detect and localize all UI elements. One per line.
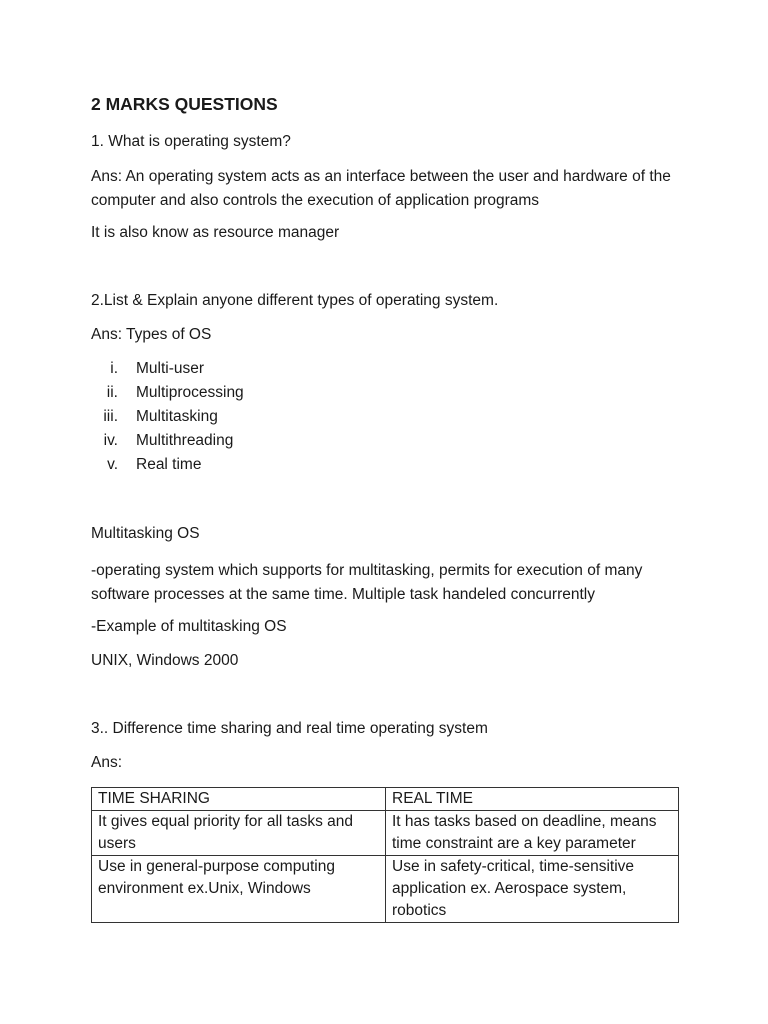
table-header-cell: REAL TIME — [386, 788, 679, 811]
list-number: iv. — [103, 432, 118, 449]
list-label: Real time — [136, 456, 202, 473]
table-row — [92, 856, 679, 923]
q2-example-label: -Example of multitasking OS — [91, 618, 287, 635]
list-item — [91, 432, 491, 456]
q2-answer-intro: Ans: Types of OS — [91, 326, 212, 343]
list-label: Multi-user — [136, 360, 205, 377]
table-cell: Use in general-purpose computing environment ex.Unix, Windows — [92, 856, 386, 923]
list-item — [91, 384, 491, 408]
q1-answer: Ans: An operating system acts as an interface between the user and hardware of the computer and also controls the execution of application programs — [91, 168, 671, 209]
list-label: Multithreading — [136, 432, 234, 449]
table-cell: It gives equal priority for all tasks and users — [92, 811, 386, 856]
q1-note: It is also know as resource manager — [91, 224, 340, 241]
table-cell: Use in safety-critical, time-sensitive application ex. Aerospace system, robotics — [386, 856, 679, 923]
comparison-table — [91, 787, 679, 923]
list-item — [91, 408, 491, 432]
q3-answer-label: Ans: — [91, 754, 123, 771]
table-header-cell: TIME SHARING — [92, 788, 386, 811]
q3-question: 3.. Difference time sharing and real time operating system — [91, 720, 488, 737]
list-label: Multitasking — [136, 408, 218, 425]
table-row — [92, 811, 679, 856]
list-number: ii. — [106, 384, 118, 401]
q2-example-values: UNIX, Windows 2000 — [91, 652, 239, 669]
q2-question: 2.List & Explain anyone different types of operating system. — [91, 292, 499, 309]
page-heading: 2 MARKS QUESTIONS — [91, 94, 278, 114]
list-number: i. — [110, 360, 118, 377]
table-cell: It has tasks based on deadline, means time constraint are a key parameter — [386, 811, 679, 856]
q1-question: 1. What is operating system? — [91, 133, 291, 150]
list-item — [91, 456, 491, 480]
list-number: iii. — [103, 408, 118, 425]
list-number: v. — [107, 456, 118, 473]
list-label: Multiprocessing — [136, 384, 244, 401]
list-item — [91, 360, 491, 384]
table-header-row — [92, 788, 679, 811]
q2-description: -operating system which supports for multitasking, permits for execution of many software processes at the same time. Multiple task handeled concurrently — [91, 562, 643, 603]
q2-subheading: Multitasking OS — [91, 525, 200, 542]
